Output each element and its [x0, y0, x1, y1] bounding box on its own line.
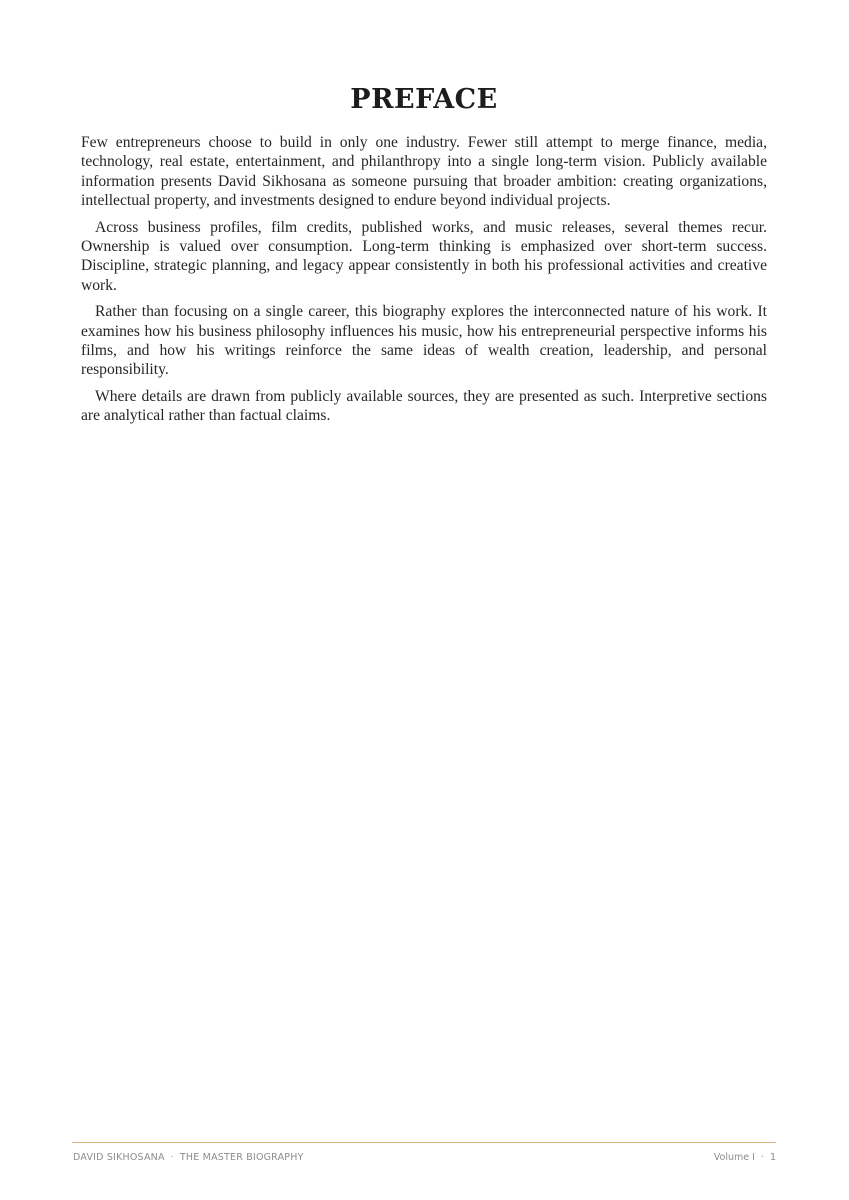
footer-page-separator: · — [760, 1152, 764, 1163]
paragraph-2: Across business profiles, film credits, published works, and music releases, several themes recur. Ownership is valued over consumption. Long-term thinking is emphasized over short-term success. Discipline, strategic planning, and legacy appear consistently in both his professional activities and creative work. — [81, 218, 767, 294]
footer-separator: · — [170, 1152, 174, 1163]
footer-running-title — [73, 1152, 304, 1163]
page-title: PREFACE — [350, 84, 498, 115]
page-number: 1 — [769, 1152, 776, 1163]
paragraph-1: Few entrepreneurs choose to build in only one industry. Fewer still attempt to merge finance, media, technology, real estate, entertainment, and philanthropy into a single long-term vision. Publicly available information presents David Sikhosana as someone pursuing that broader ambition: creating organizations, intellectual property, and investments designed to endure beyond individual projects. — [81, 134, 767, 210]
paragraph-3: Rather than focusing on a single career, this biography explores the interconnected nature of his work. It examines how his business philosophy influences his music, how his entrepreneurial perspective informs his films, and how his writings reinforce the same ideas of wealth creation, leadership, and personal responsibility. — [81, 303, 767, 379]
footer-page-info — [714, 1152, 776, 1163]
footer-author: DAVID SIKHOSANA — [73, 1152, 165, 1163]
page-content — [81, 0, 767, 433]
footer-book-title: THE MASTER BIOGRAPHY — [179, 1152, 304, 1163]
footer-volume: Volume I — [713, 1152, 755, 1163]
footer-divider — [72, 1142, 776, 1143]
paragraph-4: Where details are drawn from publicly available sources, they are presented as such. Interpretive sections are analytical rather than factual claims. — [81, 387, 767, 425]
